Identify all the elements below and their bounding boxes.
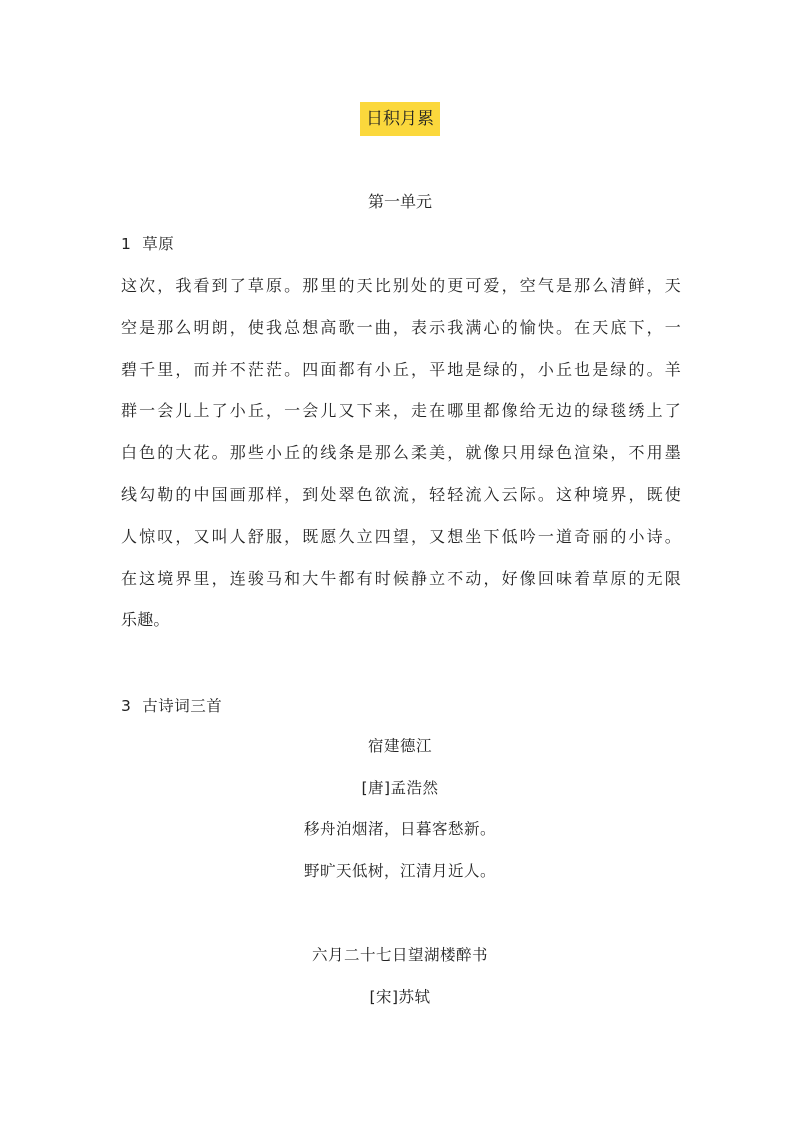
poem-2-title: 六月二十七日望湖楼醉书: [311, 946, 488, 964]
poem-1: [0, 731, 800, 897]
poem-2-author: [宋]苏轼: [369, 987, 431, 1006]
lesson-1-name: 草原: [142, 235, 175, 253]
poem-1-line: 野旷天低树，江清月近人。: [303, 861, 496, 880]
passage-line: 空是那么明朗，使我总想高歌一曲，表示我满心的愉快。在天底下，一: [121, 317, 681, 337]
page-title: 日积月累: [360, 102, 440, 136]
poem-2: [0, 940, 800, 1023]
poem-1-author: [唐]孟浩然: [361, 778, 439, 797]
lesson-1-passage: [121, 270, 681, 646]
lesson-3-name: 古诗词三首: [142, 697, 223, 715]
passage-line: 线勾勒的中国画那样，到处翠色欲流，轻轻流入云际。这种境界，既使: [121, 484, 681, 504]
poem-1-title: 宿建德江: [367, 737, 432, 755]
lesson-3-heading: [121, 694, 222, 718]
passage-line: 在这境界里，连骏马和大牛都有时候静立不动，好像回味着草原的无限: [121, 568, 681, 588]
lesson-1-number: 1: [121, 235, 132, 253]
passage-line: 乐趣。: [121, 610, 170, 630]
passage-line: 人惊叹，又叫人舒服，既愿久立四望，又想坐下低吟一道奇丽的小诗。: [121, 526, 681, 546]
passage-line: 碧千里，而并不茫茫。四面都有小丘，平地是绿的，小丘也是绿的。羊: [121, 359, 681, 379]
lesson-1-heading: [121, 232, 174, 256]
passage-line: 这次，我看到了草原。那里的天比别处的更可爱，空气是那么清鲜，天: [121, 276, 681, 295]
unit-heading: 第一单元: [367, 192, 432, 211]
passage-line: 群一会儿上了小丘，一会儿又下来，走在哪里都像给无边的绿毯绣上了: [121, 401, 681, 421]
title-wrap: [0, 102, 800, 136]
passage-line: 白色的大花。那些小丘的线条是那么柔美，就像只用绿色渲染，不用墨: [121, 443, 681, 463]
poem-1-line: 移舟泊烟渚，日暮客愁新。: [303, 820, 496, 838]
lesson-3-number: 3: [121, 697, 132, 715]
